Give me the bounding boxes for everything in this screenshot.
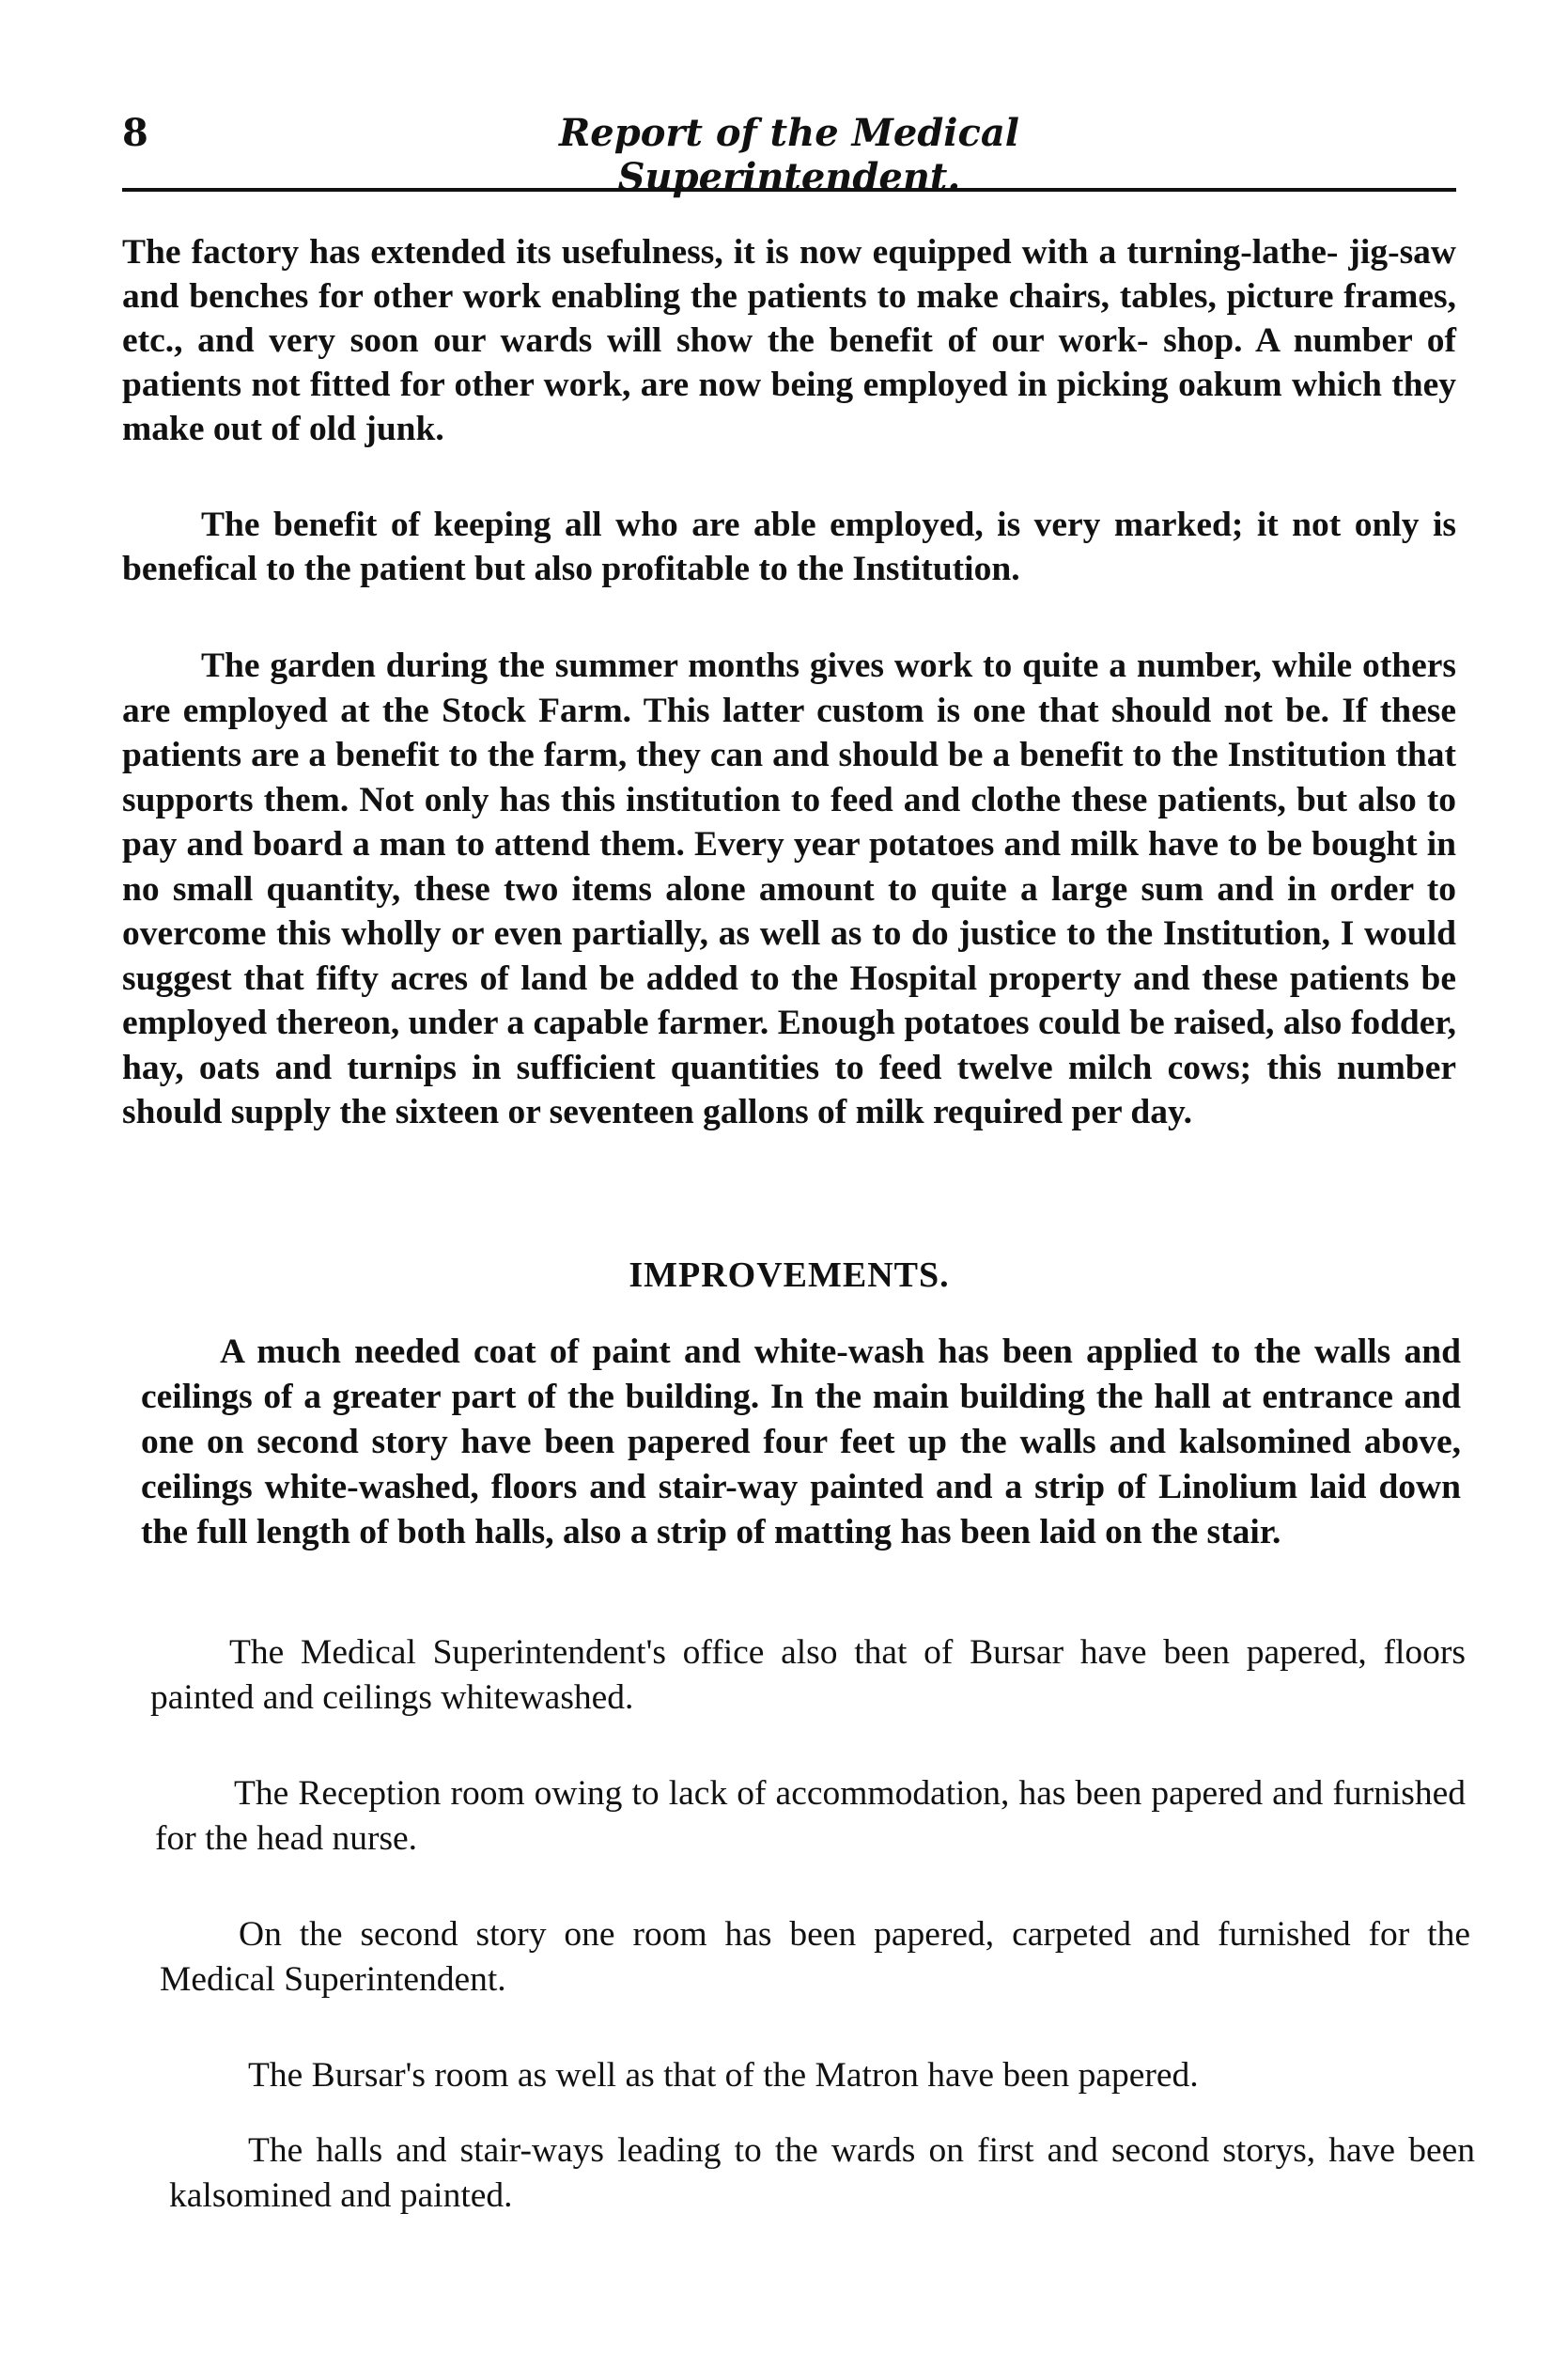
paragraph-employment-benefit: The benefit of keeping all who are able employed, is very marked; it not only is benefical to the patient but also profitable to the Institution. [122,506,1456,588]
paragraph-bursar-matron-rooms: The Bursar's room as well as that of the Matron have been papered. [248,2056,1199,2095]
paragraph-paint-whitewash: A much needed coat of paint and white-wash has been applied to the walls and ceilings of a greater part of the building. In the main building the hall at entrance and one on second story have been papered four feet up the walls and kalsomined above, ceilings white-washed, floors and stair-way painted and a strip of Linolium laid down the full length of both halls, also a strip of matting has been laid on the stair. [141,1333,1461,1551]
paragraph-garden-farm: The garden during the summer months gives work to quite a number, while others are employed at the Stock Farm. This latter custom is one that should not be. If these patients are a benefit to the farm, they can and should be a benefit to the Institution that supports them. Not only has this institution to feed and clothe these patients, but also to pay and board a man to attend them. Every year potatoes and milk have to be bought in no small quantity, these two items alone amount to quite a large sum and in order to overcome this wholly or even partially, as well as to do justice to the Institution, I would suggest that fifty acres of land be added to the Hospital property and these patients be employed thereon, under a capable farmer. Enough potatoes could be raised, also fodder, hay, oats and turnips in sufficient quantities to feed twelve milch cows; this number should supply the sixteen or seventeen gallons of milk required per day. [122,647,1456,1131]
paragraph-second-story-room: On the second story one room has been papered, carpeted and furnished for the Medical Superintendent. [160,1915,1470,1999]
header-rule [122,188,1456,192]
paragraph-factory: The factory has extended its usefulness, it is now equipped with a turning-lathe- jig-saw and benches for other work enabling the patients to make chairs, tables, picture frames, etc., and very soon our wards will show the benefit of our work- shop. A number of patients not fitted for other work, are now being employed in picking oakum which they make out of old junk. [122,233,1456,448]
paragraph-halls-stairways: The halls and stair-ways leading to the wards on first and second storys, have been kalsomined and painted. [169,2131,1475,2215]
paragraph-reception-room: The Reception room owing to lack of accommodation, has been papered and furnished for the head nurse. [155,1774,1466,1858]
page-header [122,111,1456,199]
running-title: Report of the Medical Superintendent. [559,111,1019,199]
page-number: 8 [122,111,148,155]
paragraph-offices-papered: The Medical Superintendent's office also that of Bursar have been papered, floors painted and ceilings whitewashed. [150,1633,1466,1717]
section-heading-improvements: IMPROVEMENTS. [629,1255,950,1295]
